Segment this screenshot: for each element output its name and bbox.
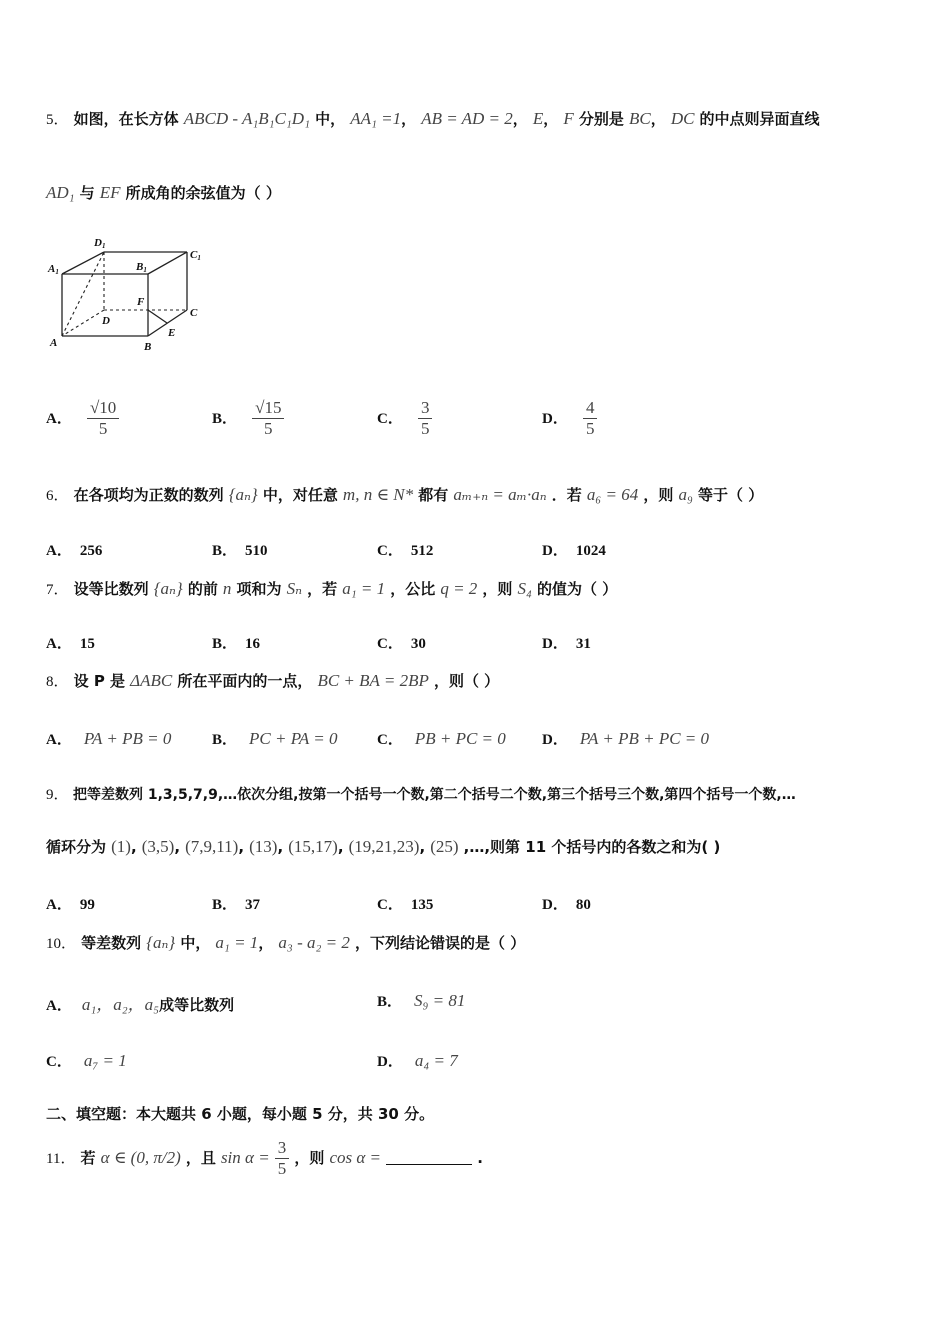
q7-option-a[interactable]: A． 15 bbox=[46, 636, 95, 652]
q8-option-c[interactable]: C． PB + PC = 0 bbox=[377, 729, 506, 748]
q5-prism: ABCD - A₁B₁C₁D₁ bbox=[183, 109, 310, 128]
q7-option-c[interactable]: C． 30 bbox=[377, 636, 426, 652]
q6-stem: 6． 在各项均为正数的数列 {aₙ} 中，对任意 m, n ∈ N* 都有 aₘ₊ₙ = aₘ·aₙ ．若 a₆ = 64 ，则 a₉ 等于（ ） bbox=[46, 485, 764, 504]
q11-stem: 11． 若 α ∈ (0, π/2) ，且 sin α = $\frac{3}{5}$ ，则 cos α = . bbox=[46, 1138, 483, 1178]
q5-option-c[interactable]: C． $\frac{3}{5}$ bbox=[377, 398, 432, 439]
q9-option-a[interactable]: A． 99 bbox=[46, 897, 95, 913]
q5-option-b[interactable]: B． $\frac{√15}{5}$ bbox=[212, 398, 284, 439]
fig-label-f: F bbox=[137, 296, 145, 308]
q9-line-2: 循环分为 (1), (3,5), (7,9,11), (13), (15,17), (19,21,23), (25) ,…,则第 11 个括号内的各数之和为( ) bbox=[46, 837, 721, 856]
q8-option-a[interactable]: A． PA + PB = 0 bbox=[46, 729, 172, 748]
q9-group-1: (1) bbox=[111, 837, 131, 856]
fig-label-c: C bbox=[190, 307, 198, 319]
q9-line-1: 9． 把等差数列 1,3,5,7,9,…依次分组,按第一个括号一个数,第二个括号二个数,第三个括号三个数,第四个括号一个数,… bbox=[46, 787, 796, 803]
fig-label-d: D bbox=[102, 315, 110, 327]
q9-group-5: (15,17) bbox=[288, 837, 338, 856]
fig-label-a: A bbox=[50, 337, 58, 349]
q10-option-d[interactable]: D． a₄ = 7 bbox=[377, 1051, 458, 1070]
fig-label-d1: D1 bbox=[94, 237, 106, 250]
q5-line-2: AD₁ 与 EF 所成角的余弦值为（ ） bbox=[46, 183, 281, 202]
q5-option-a[interactable]: A． $\frac{√10}{5}$ bbox=[46, 398, 119, 439]
q7-option-d[interactable]: D． 31 bbox=[542, 636, 591, 652]
q7-stem: 7． 设等比数列 {aₙ} 的前 n 项和为 Sₙ ，若 a₁ = 1 ，公比 q = 2 ，则 S₄ 的值为（ ） bbox=[46, 579, 618, 598]
q6-option-c[interactable]: C． 512 bbox=[377, 543, 434, 559]
q8-option-b[interactable]: B． PC + PA = 0 bbox=[212, 729, 338, 748]
q9-group-4: (13) bbox=[249, 837, 278, 856]
q10-option-a[interactable]: A． a₁，a₂，a₅成等比数列 bbox=[46, 995, 235, 1014]
q5-line-1: 5． 如图，在长方体 ABCD - A₁B₁C₁D₁ 中， AA₁ =1， AB = AD = 2， E， F 分别是 BC， DC 的中点则异面直线 bbox=[46, 109, 820, 128]
q10-option-b[interactable]: B． S₉ = 81 bbox=[377, 991, 466, 1010]
q9-group-6: (19,21,23) bbox=[348, 837, 420, 856]
q11-answer-blank[interactable] bbox=[386, 1150, 472, 1165]
fig-label-a1: A1 bbox=[48, 263, 59, 276]
q6-option-b[interactable]: B． 510 bbox=[212, 543, 268, 559]
q6-option-a[interactable]: A． 256 bbox=[46, 543, 103, 559]
q9-group-3: (7,9,11) bbox=[185, 837, 239, 856]
fig-label-b1: B1 bbox=[136, 261, 147, 274]
q9-group-2: (3,5) bbox=[141, 837, 175, 856]
q9-group-7: (25) bbox=[430, 837, 459, 856]
fig-label-b: B bbox=[144, 341, 152, 353]
q10-stem: 10． 等差数列 {aₙ} 中， a₁ = 1， a₃ - a₂ = 2 ，下列结论错误的是（ ） bbox=[46, 933, 526, 952]
q7-option-b[interactable]: B． 16 bbox=[212, 636, 261, 652]
q5-option-d[interactable]: D． $\frac{4}{5}$ bbox=[542, 398, 597, 439]
q9-option-d[interactable]: D． 80 bbox=[542, 897, 591, 913]
q8-option-d[interactable]: D． PA + PB + PC = 0 bbox=[542, 729, 710, 748]
section-2-title: 二、填空题：本大题共 6 小题，每小题 5 分，共 30 分。 bbox=[46, 1105, 435, 1123]
q5-cuboid-figure bbox=[44, 232, 214, 357]
fig-label-c1: C1 bbox=[190, 249, 201, 262]
q8-stem: 8． 设 P 是 ΔABC 所在平面内的一点， BC + BA = 2BP ，则（ ） bbox=[46, 671, 500, 690]
q9-option-b[interactable]: B． 37 bbox=[212, 897, 261, 913]
fig-label-e: E bbox=[168, 327, 176, 339]
q6-option-d[interactable]: D． 1024 bbox=[542, 543, 606, 559]
q9-option-c[interactable]: C． 135 bbox=[377, 897, 434, 913]
q10-option-c[interactable]: C． a₇ = 1 bbox=[46, 1051, 127, 1070]
q5-number: 5． bbox=[46, 112, 69, 128]
